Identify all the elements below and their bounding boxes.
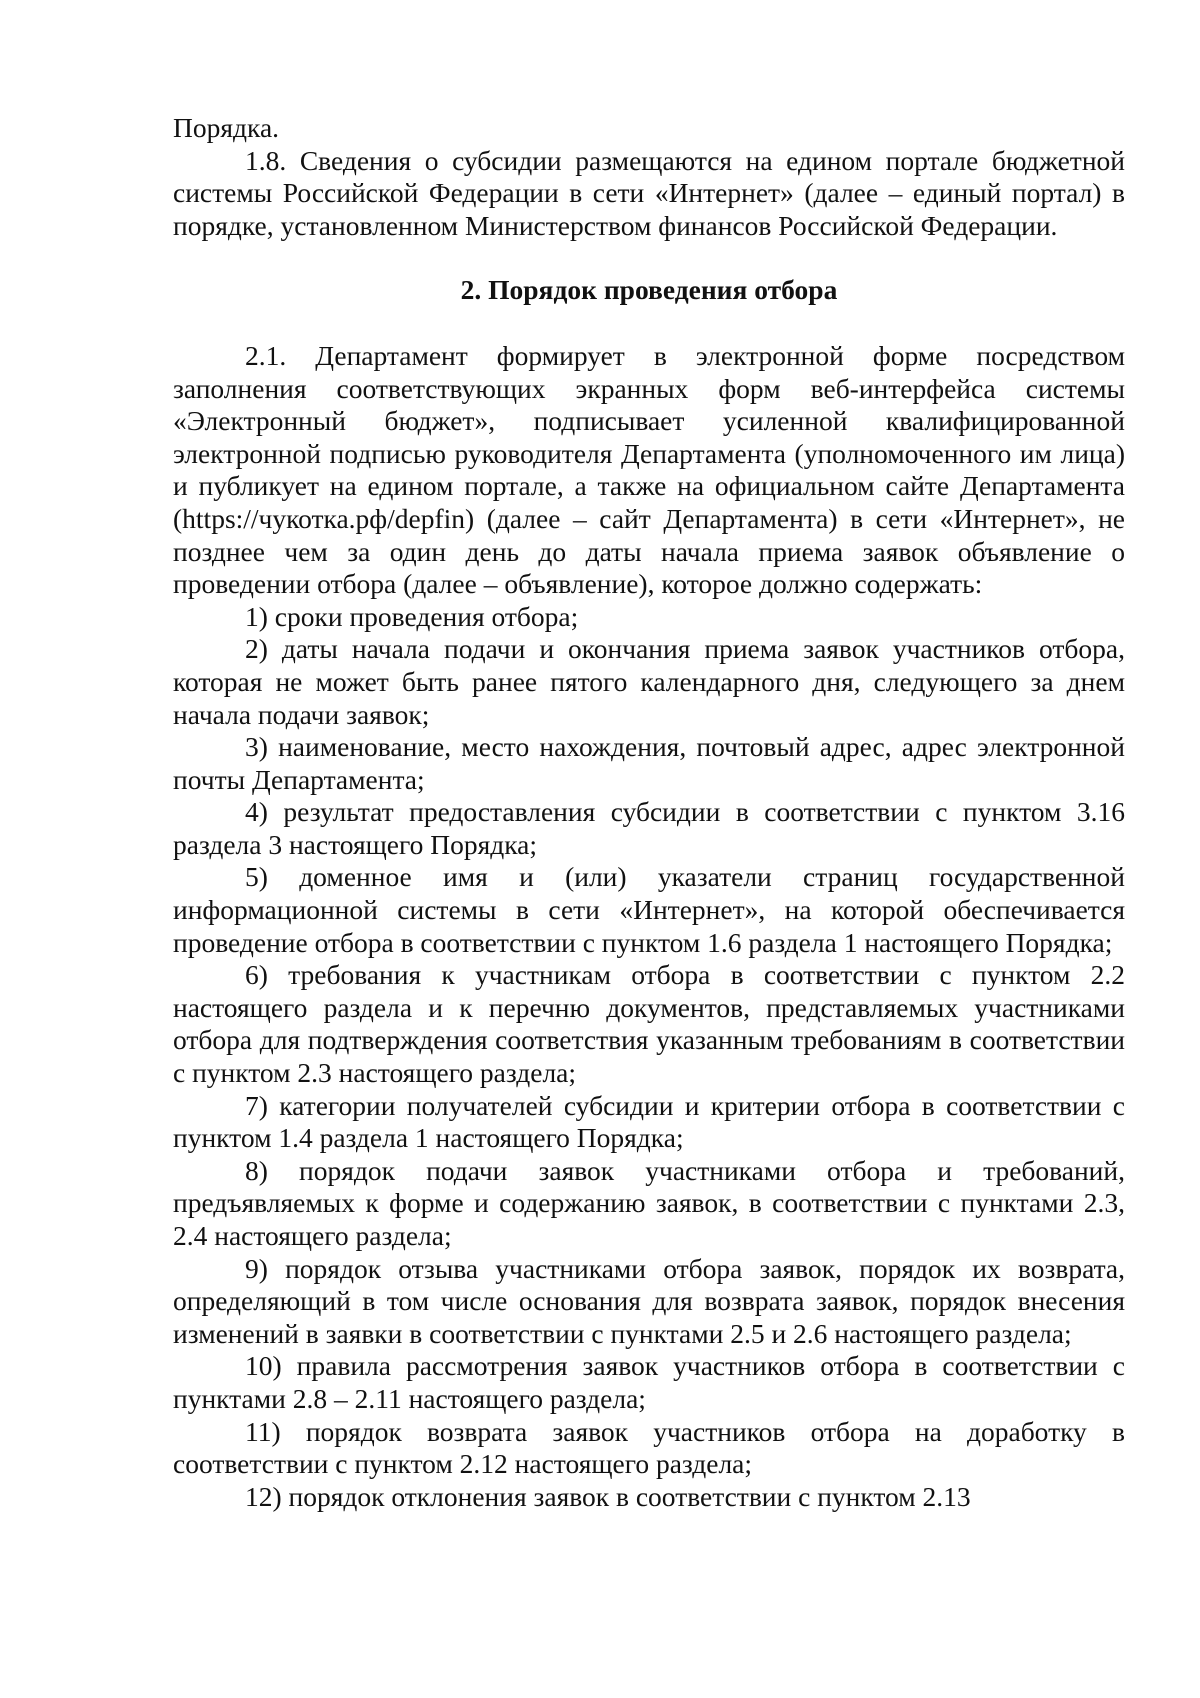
list-item-2: 2) даты начала подачи и окончания приема заявок участников отбора, которая не может быть ранее пятого календарного дня, следующего за днем начала подачи заявок; [173, 633, 1125, 730]
paragraph-1-8: 1.8. Сведения о субсидии размещаются на едином портале бюджетной системы Российской Федерации в сети «Интернет» (далее – единый портал) в порядке, установленном Министерством финансов Российской Федерации. [173, 144, 1125, 241]
paragraph-2-1: 2.1. Департамент формирует в электронной форме посредством заполнения соответствующих экранных форм веб-интерфейса системы «Электронный бюджет», подписывает усиленной квалифицированной электронной подписью руководителя Департамента (уполномоченного им лица) и публикует на едином портале, а также на официальном сайте Департамента (https://чукотка.рф/depfin) (далее – сайт Департамента) в сети «Интернет», не позднее чем за один день до даты начала приема заявок объявление о проведении отбора (далее – объявление), которое должно содержать: [173, 339, 1125, 600]
list-item-11: 11) порядок возврата заявок участников отбора на доработку в соответствии с пунктом 2.12 настоящего раздела; [173, 1415, 1125, 1480]
list-item-8: 8) порядок подачи заявок участниками отбора и требований, предъявляемых к форме и содержанию заявок, в соответствии с пунктами 2.3, 2.4 настоящего раздела; [173, 1154, 1125, 1251]
list-item-4: 4) результат предоставления субсидии в соответствии с пунктом 3.16 раздела 3 настоящего Порядка; [173, 796, 1125, 860]
list-item-12: 12) порядок отклонения заявок в соответствии с пунктом 2.13 [245, 1480, 971, 1512]
section-heading: 2. Порядок проведения отбора [460, 274, 838, 306]
list-item-7: 7) категории получателей субсидии и критерии отбора в соответствии с пунктом 1.4 раздела 1 настоящего Порядка; [173, 1089, 1125, 1154]
list-item-3: 3) наименование, место нахождения, почтовый адрес, адрес электронной почты Департамента; [173, 731, 1125, 795]
list-item-9: 9) порядок отзыва участниками отбора заявок, порядок их возврата, определяющий в том числе основания для возврата заявок, порядок внесения изменений в заявки в соответствии с пунктами 2.5 и 2.6 настоящего раздела; [173, 1252, 1125, 1349]
document-body [173, 112, 1125, 1513]
list-item-5: 5) доменное имя и (или) указатели страниц государственной информационной системы в сети «Интернет», на которой обеспечивается проведение отбора в соответствии с пунктом 1.6 раздела 1 настоящего Порядка; [173, 861, 1125, 958]
list-item-10: 10) правила рассмотрения заявок участников отбора в соответствии с пунктами 2.8 – 2.11 настоящего раздела; [173, 1350, 1125, 1414]
paragraph-continuation: Порядка. [173, 112, 280, 143]
list-item-6: 6) требования к участникам отбора в соответствии с пунктом 2.2 настоящего раздела и к перечню документов, представляемых участниками отбора для подтверждения соответствия указанным требованиям в соответствии с пунктом 2.3 настоящего раздела; [173, 959, 1125, 1089]
list-item-1: 1) сроки проведения отбора; [245, 600, 579, 632]
